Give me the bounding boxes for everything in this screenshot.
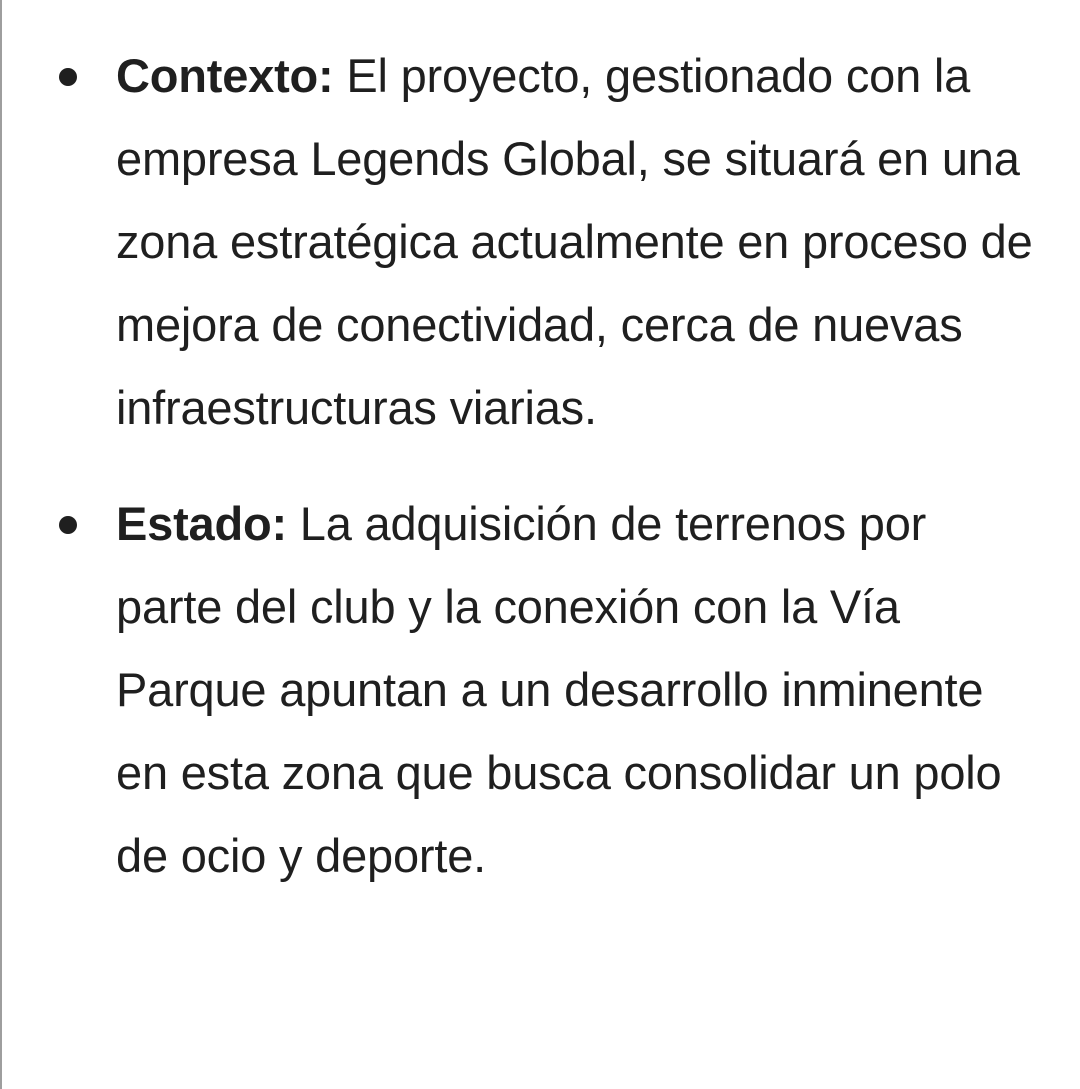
list-item-text: El proyecto, gestionado con la empresa Legends Global, se situará en una zona estratégica actualmente en proceso de mejora de conectividad, cerca de nuevas infraestructuras viarias. [116,49,1033,434]
list-item-term: Contexto: [116,49,334,102]
bullet-icon [59,68,77,86]
list-item-text: La adquisición de terrenos por parte del club y la conexión con la Vía Parque apuntan a un desarrollo inminente en esta zona que busca consolidar un polo de ocio y deporte. [116,497,1002,882]
list-item-term: Estado: [116,497,287,550]
bullet-icon [59,516,77,534]
list-item-contexto [0,34,1080,449]
content-area [0,34,1080,897]
list-item-estado [0,482,1080,897]
bullet-list [0,34,1080,897]
